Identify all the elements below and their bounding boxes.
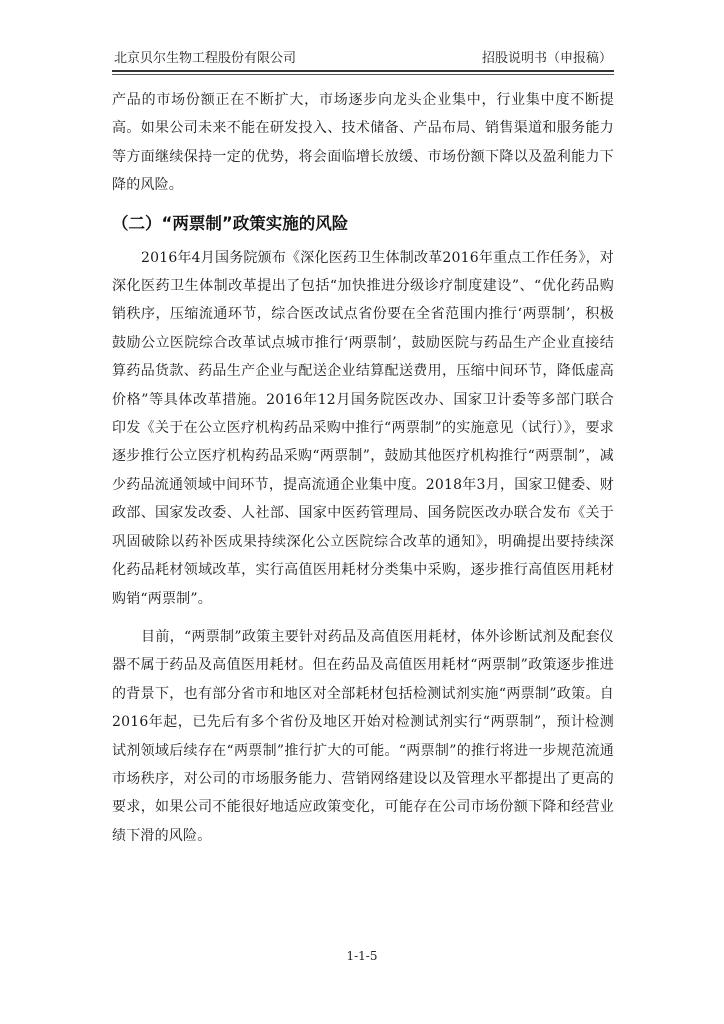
section-heading: （二）“两票制”政策实施的风险 (112, 213, 349, 233)
document-type: 招股说明书（申报稿） (481, 51, 612, 66)
intro-paragraph: 产品的市场份额正在不断扩大，市场逐步向龙头企业集中，行业集中度不断提高。如果公司未来不能在研发投入、技术储备、产品布局、销售渠道和服务能力等方面继续保持一定的优势，将会面临增长放缓、市场份额下降以及盈利能力下降的风险。 (112, 92, 614, 194)
header-rule (112, 70, 614, 72)
section-paragraph-2: 目前，“两票制”政策主要针对药品及高值医用耗材，体外诊断试剂及配套仪器不属于药品及高值医用耗材。但在药品及高值医用耗材“两票制”政策逐步推进的背景下，也有部分省市和地区对全部耗材包括检测试剂实施“两票制”政策。自2016年起，已先后有多个省份及地区开始对检测试剂实行“两票制”，预计检测试剂领域后续存在“两票制”推行扩大的可能。“两票制”的推行将进一步规范流通市场秩序，对公司的市场服务能力、营销网络建设以及管理水平都提出了更高的要求，如果公司不能很好地适应政策变化，可能存在公司市场份额下降和经营业绩下滑的风险。 (112, 628, 614, 844)
page-header (114, 49, 612, 69)
company-name: 北京贝尔生物工程股份有限公司 (114, 51, 297, 66)
header-rule-thin (112, 74, 614, 75)
document-body (112, 86, 614, 850)
section-paragraph-1: 2016年4月国务院颁布《深化医药卫生体制改革2016年重点工作任务》，对深化医药卫生体制改革提出了包括“加快推进分级诊疗制度建设”、“优化药品购销秩序，压缩流通环节，综合医改试点省份要在全省范围内推行‘两票制’，积极鼓励公立医院综合改革试点城市推行‘两票制’，鼓励医院与药品生产企业直接结算药品货款、药品生产企业与配送企业结算配送费用，压缩中间环节，降低虚高价格”等具体改革措施。2016年12月国务院医改办、国家卫计委等多部门联合印发《关于在公立医疗机构药品采购中推行“两票制”的实施意见（试行）》，要求逐步推行公立医疗机构药品采购“两票制”，鼓励其他医疗机构推行“两票制”，减少药品流通领域中间环节，提高流通企业集中度。2018年3月，国家卫健委、财政部、国家发改委、人社部、国家中医药管理局、国务院医改办联合发布《关于巩固破除以药补医成果持续深化公立医院综合改革的通知》，明确提出要持续深化药品耗材领域改革，实行高值医用耗材分类集中采购，逐步推行高值医用耗材购销“两票制”。 (112, 249, 614, 607)
page-number: 1-1-5 (346, 949, 378, 963)
